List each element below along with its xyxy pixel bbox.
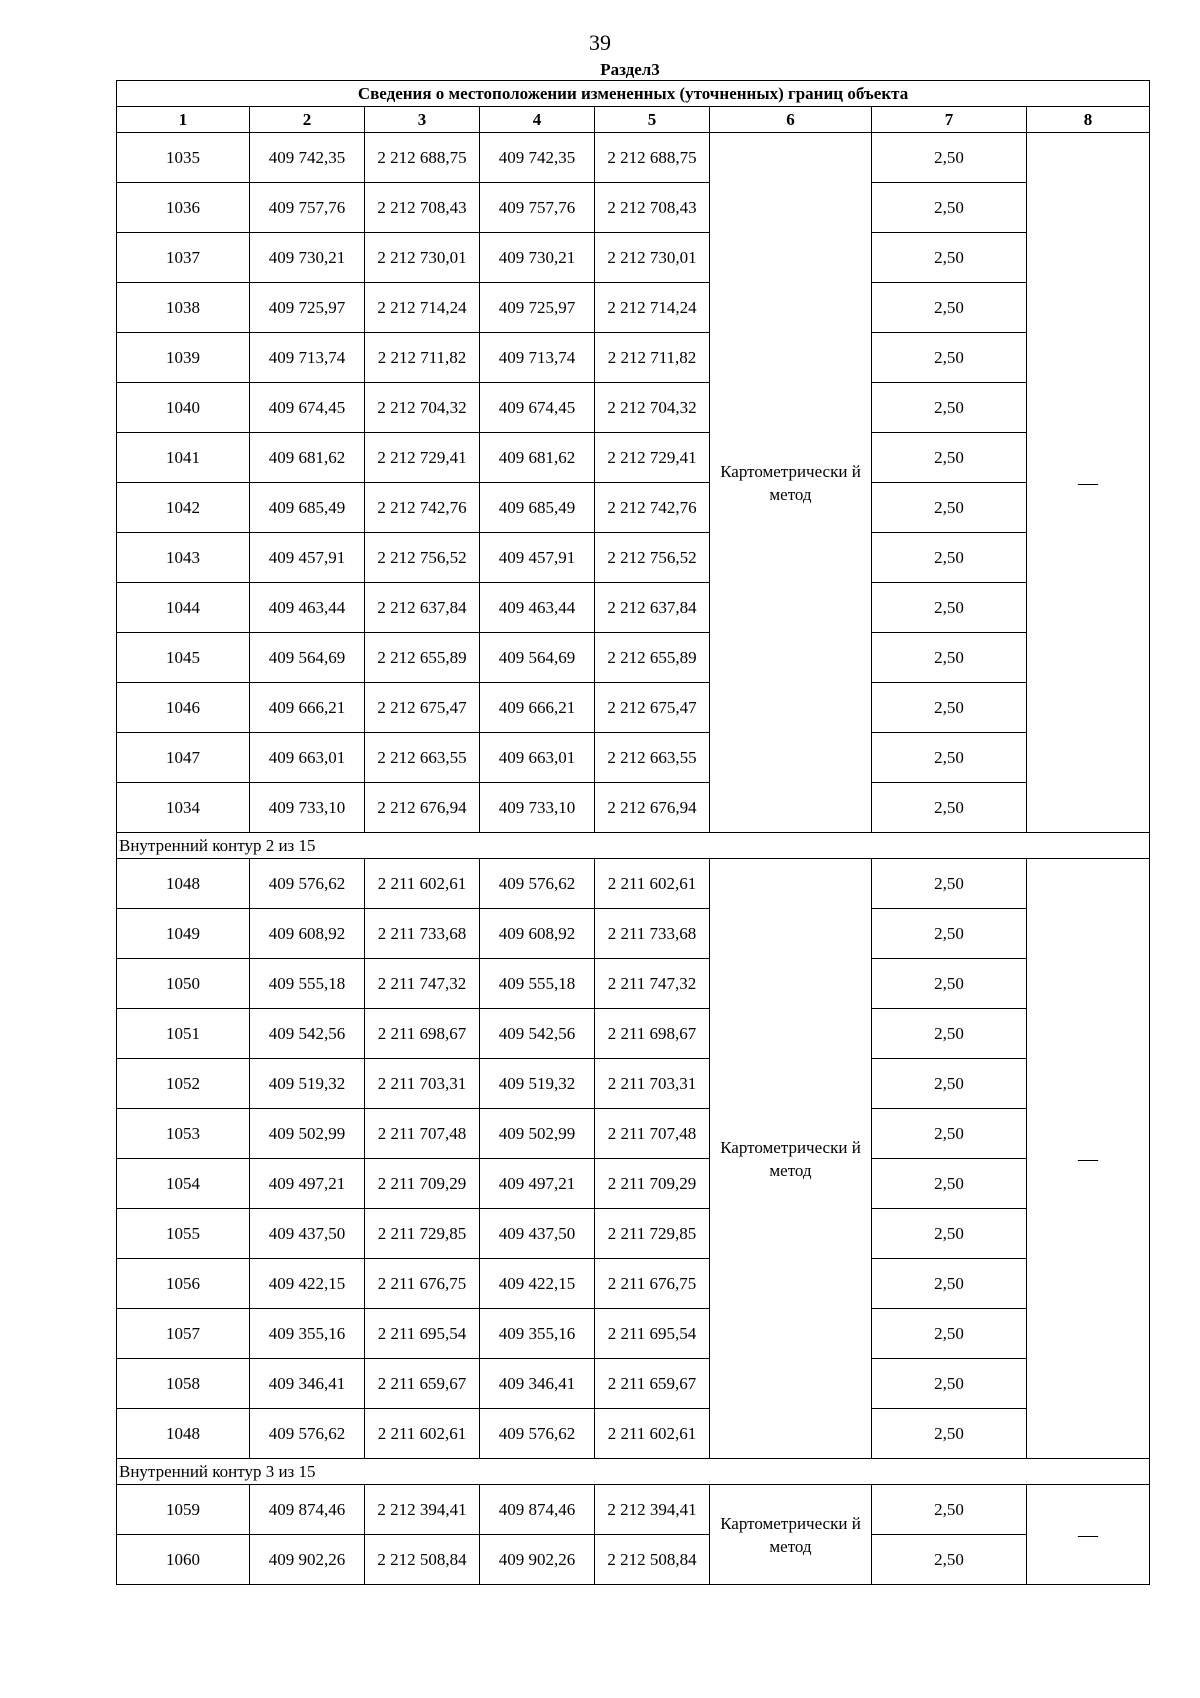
contour-label: Внутренний контур 3 из 15	[117, 1459, 1150, 1485]
accuracy-value: 2,50	[872, 1159, 1027, 1209]
table-body	[117, 133, 1150, 1585]
table-row	[117, 433, 1150, 483]
x-coordinate: 409 666,21	[250, 683, 365, 733]
y-coordinate-new: 2 212 708,43	[595, 183, 710, 233]
x-coordinate-new: 409 564,69	[480, 633, 595, 683]
contour-label-row	[117, 833, 1150, 859]
accuracy-value: 2,50	[872, 959, 1027, 1009]
point-number: 1055	[117, 1209, 250, 1259]
accuracy-value: 2,50	[872, 1309, 1027, 1359]
page-number: 39	[589, 30, 611, 55]
table-row	[117, 333, 1150, 383]
table-row	[117, 1359, 1150, 1409]
x-coordinate-new: 409 725,97	[480, 283, 595, 333]
x-coordinate: 409 564,69	[250, 633, 365, 683]
accuracy-value: 2,50	[872, 1409, 1027, 1459]
x-coordinate-new: 409 542,56	[480, 1009, 595, 1059]
table-row	[117, 1485, 1150, 1535]
x-coordinate-new: 409 730,21	[480, 233, 595, 283]
x-coordinate-new: 409 666,21	[480, 683, 595, 733]
y-coordinate-new: 2 212 729,41	[595, 433, 710, 483]
y-coordinate: 2 212 663,55	[365, 733, 480, 783]
x-coordinate-new: 409 437,50	[480, 1209, 595, 1259]
table-row	[117, 383, 1150, 433]
y-coordinate-new: 2 212 714,24	[595, 283, 710, 333]
accuracy-value: 2,50	[872, 183, 1027, 233]
accuracy-value: 2,50	[872, 733, 1027, 783]
point-number: 1058	[117, 1359, 250, 1409]
x-coordinate: 409 463,44	[250, 583, 365, 633]
y-coordinate: 2 212 711,82	[365, 333, 480, 383]
y-coordinate: 2 211 676,75	[365, 1259, 480, 1309]
x-coordinate: 409 555,18	[250, 959, 365, 1009]
y-coordinate: 2 212 637,84	[365, 583, 480, 633]
y-coordinate: 2 212 508,84	[365, 1535, 480, 1585]
point-number: 1059	[117, 1485, 250, 1535]
column-number: 4	[480, 107, 595, 133]
table-row	[117, 633, 1150, 683]
point-number: 1060	[117, 1535, 250, 1585]
x-coordinate-new: 409 502,99	[480, 1109, 595, 1159]
point-number: 1049	[117, 909, 250, 959]
y-coordinate-new: 2 212 637,84	[595, 583, 710, 633]
contour-label-row	[117, 1459, 1150, 1485]
x-coordinate: 409 742,35	[250, 133, 365, 183]
column-number: 6	[710, 107, 872, 133]
y-coordinate-new: 2 211 602,61	[595, 1409, 710, 1459]
point-number: 1052	[117, 1059, 250, 1109]
point-number: 1053	[117, 1109, 250, 1159]
x-coordinate-new: 409 457,91	[480, 533, 595, 583]
x-coordinate: 409 576,62	[250, 1409, 365, 1459]
y-coordinate: 2 212 729,41	[365, 433, 480, 483]
x-coordinate-new: 409 576,62	[480, 859, 595, 909]
y-coordinate-new: 2 212 756,52	[595, 533, 710, 583]
y-coordinate-new: 2 212 688,75	[595, 133, 710, 183]
x-coordinate: 409 663,01	[250, 733, 365, 783]
y-coordinate: 2 212 730,01	[365, 233, 480, 283]
section-title: Раздел3	[600, 60, 660, 79]
point-number: 1039	[117, 333, 250, 383]
accuracy-value: 2,50	[872, 1109, 1027, 1159]
table-row	[117, 909, 1150, 959]
accuracy-value: 2,50	[872, 233, 1027, 283]
point-number: 1040	[117, 383, 250, 433]
x-coordinate: 409 519,32	[250, 1059, 365, 1109]
table-row	[117, 1059, 1150, 1109]
method-cell: Картометрически й метод	[710, 1485, 872, 1585]
y-coordinate-new: 2 212 675,47	[595, 683, 710, 733]
y-coordinate-new: 2 212 394,41	[595, 1485, 710, 1535]
x-coordinate-new: 409 576,62	[480, 1409, 595, 1459]
y-coordinate: 2 212 675,47	[365, 683, 480, 733]
x-coordinate: 409 346,41	[250, 1359, 365, 1409]
point-number: 1046	[117, 683, 250, 733]
y-coordinate: 2 212 676,94	[365, 783, 480, 833]
point-number: 1054	[117, 1159, 250, 1209]
y-coordinate-new: 2 212 711,82	[595, 333, 710, 383]
x-coordinate: 409 497,21	[250, 1159, 365, 1209]
x-coordinate: 409 576,62	[250, 859, 365, 909]
table-row	[117, 283, 1150, 333]
y-coordinate: 2 211 659,67	[365, 1359, 480, 1409]
x-coordinate-new: 409 713,74	[480, 333, 595, 383]
accuracy-value: 2,50	[872, 1535, 1027, 1585]
y-coordinate-new: 2 212 676,94	[595, 783, 710, 833]
point-number: 1051	[117, 1009, 250, 1059]
y-coordinate-new: 2 211 733,68	[595, 909, 710, 959]
method-cell: Картометрически й метод	[710, 859, 872, 1459]
x-coordinate: 409 713,74	[250, 333, 365, 383]
y-coordinate: 2 212 708,43	[365, 183, 480, 233]
y-coordinate: 2 212 714,24	[365, 283, 480, 333]
y-coordinate-new: 2 211 659,67	[595, 1359, 710, 1409]
x-coordinate: 409 457,91	[250, 533, 365, 583]
point-number: 1045	[117, 633, 250, 683]
x-coordinate: 409 730,21	[250, 233, 365, 283]
y-coordinate: 2 211 729,85	[365, 1209, 480, 1259]
y-coordinate: 2 211 695,54	[365, 1309, 480, 1359]
y-coordinate-new: 2 212 663,55	[595, 733, 710, 783]
x-coordinate: 409 733,10	[250, 783, 365, 833]
accuracy-value: 2,50	[872, 383, 1027, 433]
x-coordinate-new: 409 874,46	[480, 1485, 595, 1535]
table-row	[117, 959, 1150, 1009]
y-coordinate: 2 211 602,61	[365, 859, 480, 909]
y-coordinate-new: 2 212 730,01	[595, 233, 710, 283]
accuracy-value: 2,50	[872, 1209, 1027, 1259]
y-coordinate-new: 2 212 704,32	[595, 383, 710, 433]
x-coordinate-new: 409 519,32	[480, 1059, 595, 1109]
table-row	[117, 133, 1150, 183]
x-coordinate: 409 422,15	[250, 1259, 365, 1309]
x-coordinate: 409 681,62	[250, 433, 365, 483]
y-coordinate-new: 2 211 729,85	[595, 1209, 710, 1259]
accuracy-value: 2,50	[872, 909, 1027, 959]
y-coordinate: 2 211 707,48	[365, 1109, 480, 1159]
y-coordinate: 2 211 747,32	[365, 959, 480, 1009]
column-number: 2	[250, 107, 365, 133]
table-row	[117, 1409, 1150, 1459]
y-coordinate: 2 211 602,61	[365, 1409, 480, 1459]
y-coordinate-new: 2 212 508,84	[595, 1535, 710, 1585]
table-row	[117, 583, 1150, 633]
x-coordinate: 409 725,97	[250, 283, 365, 333]
x-coordinate-new: 409 355,16	[480, 1309, 595, 1359]
x-coordinate: 409 757,76	[250, 183, 365, 233]
y-coordinate-new: 2 211 698,67	[595, 1009, 710, 1059]
table-row	[117, 1209, 1150, 1259]
table-row	[117, 233, 1150, 283]
column-number-row	[117, 107, 1150, 133]
accuracy-value: 2,50	[872, 1485, 1027, 1535]
point-number: 1041	[117, 433, 250, 483]
y-coordinate: 2 212 742,76	[365, 483, 480, 533]
point-number: 1035	[117, 133, 250, 183]
table-row	[117, 533, 1150, 583]
note-cell: —	[1027, 859, 1150, 1459]
x-coordinate: 409 502,99	[250, 1109, 365, 1159]
point-number: 1043	[117, 533, 250, 583]
accuracy-value: 2,50	[872, 1259, 1027, 1309]
accuracy-value: 2,50	[872, 859, 1027, 909]
point-number: 1048	[117, 859, 250, 909]
point-number: 1034	[117, 783, 250, 833]
y-coordinate-new: 2 211 703,31	[595, 1059, 710, 1109]
table-row	[117, 1109, 1150, 1159]
x-coordinate: 409 542,56	[250, 1009, 365, 1059]
table-row	[117, 1159, 1150, 1209]
point-number: 1050	[117, 959, 250, 1009]
y-coordinate-new: 2 211 602,61	[595, 859, 710, 909]
accuracy-value: 2,50	[872, 133, 1027, 183]
y-coordinate: 2 211 703,31	[365, 1059, 480, 1109]
x-coordinate: 409 874,46	[250, 1485, 365, 1535]
boundary-coordinates-table	[116, 80, 1150, 1585]
table-row	[117, 1259, 1150, 1309]
x-coordinate: 409 902,26	[250, 1535, 365, 1585]
table-row	[117, 483, 1150, 533]
y-coordinate: 2 211 698,67	[365, 1009, 480, 1059]
table-row	[117, 859, 1150, 909]
x-coordinate: 409 608,92	[250, 909, 365, 959]
table-row	[117, 1009, 1150, 1059]
table-row	[117, 683, 1150, 733]
x-coordinate-new: 409 346,41	[480, 1359, 595, 1409]
table-row	[117, 183, 1150, 233]
x-coordinate: 409 355,16	[250, 1309, 365, 1359]
accuracy-value: 2,50	[872, 783, 1027, 833]
column-number: 1	[117, 107, 250, 133]
x-coordinate-new: 409 663,01	[480, 733, 595, 783]
x-coordinate-new: 409 555,18	[480, 959, 595, 1009]
x-coordinate-new: 409 497,21	[480, 1159, 595, 1209]
accuracy-value: 2,50	[872, 533, 1027, 583]
point-number: 1047	[117, 733, 250, 783]
y-coordinate: 2 212 756,52	[365, 533, 480, 583]
column-number: 3	[365, 107, 480, 133]
point-number: 1044	[117, 583, 250, 633]
y-coordinate-new: 2 211 709,29	[595, 1159, 710, 1209]
x-coordinate: 409 674,45	[250, 383, 365, 433]
accuracy-value: 2,50	[872, 683, 1027, 733]
point-number: 1048	[117, 1409, 250, 1459]
table-row	[117, 733, 1150, 783]
accuracy-value: 2,50	[872, 1009, 1027, 1059]
x-coordinate-new: 409 674,45	[480, 383, 595, 433]
point-number: 1037	[117, 233, 250, 283]
point-number: 1056	[117, 1259, 250, 1309]
note-cell: —	[1027, 1485, 1150, 1585]
accuracy-value: 2,50	[872, 633, 1027, 683]
y-coordinate-new: 2 211 676,75	[595, 1259, 710, 1309]
contour-label: Внутренний контур 2 из 15	[117, 833, 1150, 859]
y-coordinate-new: 2 212 742,76	[595, 483, 710, 533]
y-coordinate: 2 212 704,32	[365, 383, 480, 433]
table-row	[117, 1309, 1150, 1359]
column-number: 8	[1027, 107, 1150, 133]
x-coordinate-new: 409 608,92	[480, 909, 595, 959]
x-coordinate-new: 409 757,76	[480, 183, 595, 233]
x-coordinate-new: 409 733,10	[480, 783, 595, 833]
x-coordinate-new: 409 681,62	[480, 433, 595, 483]
method-cell: Картометрически й метод	[710, 133, 872, 833]
accuracy-value: 2,50	[872, 483, 1027, 533]
accuracy-value: 2,50	[872, 433, 1027, 483]
y-coordinate-new: 2 212 655,89	[595, 633, 710, 683]
point-number: 1036	[117, 183, 250, 233]
x-coordinate: 409 437,50	[250, 1209, 365, 1259]
x-coordinate-new: 409 463,44	[480, 583, 595, 633]
accuracy-value: 2,50	[872, 1059, 1027, 1109]
table-row	[117, 1535, 1150, 1585]
accuracy-value: 2,50	[872, 583, 1027, 633]
accuracy-value: 2,50	[872, 1359, 1027, 1409]
y-coordinate: 2 212 394,41	[365, 1485, 480, 1535]
x-coordinate-new: 409 685,49	[480, 483, 595, 533]
accuracy-value: 2,50	[872, 283, 1027, 333]
table-caption: Сведения о местоположении измененных (уточненных) границ объекта	[117, 81, 1150, 107]
y-coordinate: 2 212 688,75	[365, 133, 480, 183]
y-coordinate: 2 212 655,89	[365, 633, 480, 683]
x-coordinate-new: 409 902,26	[480, 1535, 595, 1585]
y-coordinate: 2 211 709,29	[365, 1159, 480, 1209]
y-coordinate: 2 211 733,68	[365, 909, 480, 959]
y-coordinate-new: 2 211 707,48	[595, 1109, 710, 1159]
column-number: 7	[872, 107, 1027, 133]
x-coordinate-new: 409 742,35	[480, 133, 595, 183]
x-coordinate-new: 409 422,15	[480, 1259, 595, 1309]
y-coordinate-new: 2 211 695,54	[595, 1309, 710, 1359]
point-number: 1038	[117, 283, 250, 333]
table-row	[117, 783, 1150, 833]
column-number: 5	[595, 107, 710, 133]
x-coordinate: 409 685,49	[250, 483, 365, 533]
point-number: 1042	[117, 483, 250, 533]
accuracy-value: 2,50	[872, 333, 1027, 383]
note-cell: —	[1027, 133, 1150, 833]
point-number: 1057	[117, 1309, 250, 1359]
y-coordinate-new: 2 211 747,32	[595, 959, 710, 1009]
